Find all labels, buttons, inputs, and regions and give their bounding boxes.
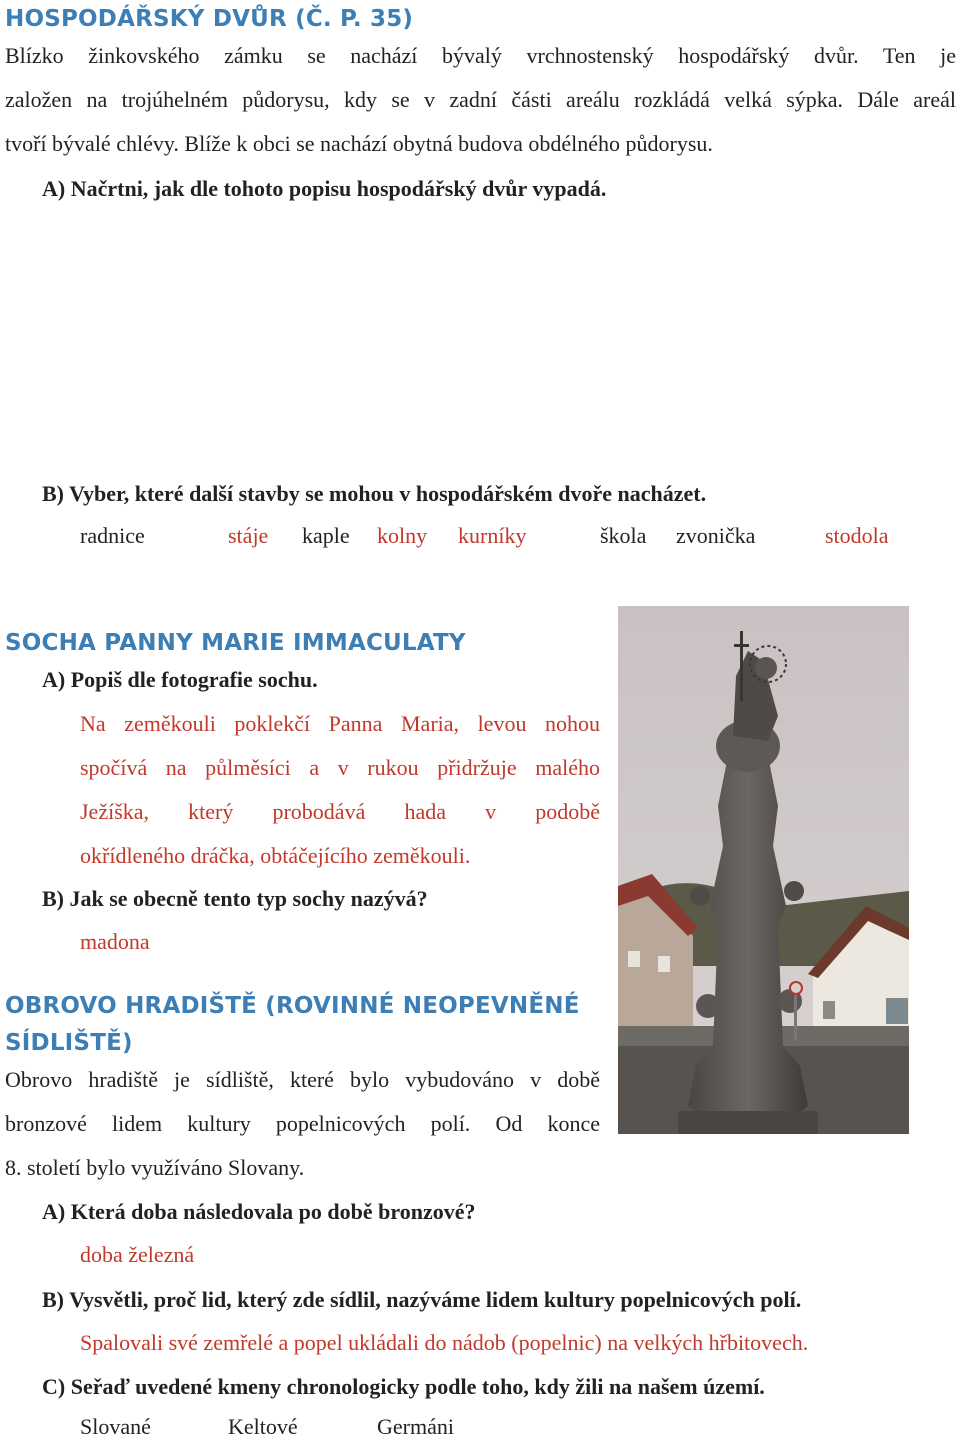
farmyard-paragraph-line-1: Blízko žinkovského zámku se nachází bývalý vrchnostenský hospodářský dvůr. Ten je <box>5 43 956 68</box>
option-skola[interactable]: škola <box>600 523 647 548</box>
tribe-item: Germáni <box>377 1414 454 1439</box>
option-kaple[interactable]: kaple <box>302 523 350 548</box>
hillfort-paragraph-line-1: Obrovo hradiště je sídliště, které bylo vybudováno v době <box>5 1067 600 1092</box>
section-heading-farmyard: HOSPODÁŘSKÝ DVŮR (Č. P. 35) <box>5 6 414 32</box>
tribe-item: Slované <box>80 1414 151 1439</box>
hillfort-paragraph-line-2: bronzové lidem kultury popelnicových polí. Od konce <box>5 1111 600 1136</box>
hillfort-answer-b: Spalovali své zemřelé a popel ukládali do nádob (popelnic) na velkých hřbitovech. <box>80 1330 809 1355</box>
option-stodola[interactable]: stodola <box>825 523 889 548</box>
section-heading-hillfort-line-1: OBROVO HRADIŠTĚ (ROVINNÉ NEOPEVNĚNÉ <box>5 993 580 1019</box>
statue-answer-line-1: Na zeměkouli poklekčí Panna Maria, levou nohou <box>80 711 600 736</box>
tribe-item: Keltové <box>228 1414 298 1439</box>
farmyard-paragraph-line-2: založen na trojúhelném půdorysu, kdy se v zadní části areálu rozkládá velká sýpka. Dále areál <box>5 87 956 112</box>
question-hillfort-c: C) Seřaď uvedené kmeny chronologicky podle toho, kdy žili na našem území. <box>42 1374 765 1399</box>
section-heading-statue: SOCHA PANNY MARIE IMMACULATY <box>5 630 466 656</box>
question-hillfort-a: A) Která doba následovala po době bronzové? <box>42 1199 476 1224</box>
option-radnice[interactable]: radnice <box>80 523 145 548</box>
statue-answer-b: madona <box>80 929 150 954</box>
section-heading-hillfort-line-2: SÍDLIŠTĚ) <box>5 1030 133 1056</box>
statue-answer-line-2: spočívá na půlměsíci a v rukou přidržuje malého <box>80 755 600 780</box>
statue-answer-line-3: Ježíška, který probodává hada v podobě <box>80 799 600 824</box>
hillfort-answer-a: doba železná <box>80 1242 195 1267</box>
question-farmyard-a: A) Načrtni, jak dle tohoto popisu hospodářský dvůr vypadá. <box>42 176 607 201</box>
question-statue-a: A) Popiš dle fotografie sochu. <box>42 667 318 692</box>
option-staje[interactable]: stáje <box>228 523 269 548</box>
farmyard-paragraph-line-3: tvoří bývalé chlévy. Blíže k obci se nachází obytná budova obdélného půdorysu. <box>5 131 713 156</box>
statue-answer-line-4: okřídleného dráčka, obtáčejícího zeměkouli. <box>80 843 471 868</box>
question-statue-b: B) Jak se obecně tento typ sochy nazývá? <box>42 886 428 911</box>
option-zvonicka[interactable]: zvonička <box>676 523 756 548</box>
sketch-area[interactable] <box>80 215 950 465</box>
option-kurniky[interactable]: kurníky <box>458 523 527 548</box>
question-farmyard-b: B) Vyber, které další stavby se mohou v hospodářském dvoře nacházet. <box>42 481 707 506</box>
question-hillfort-b: B) Vysvětli, proč lid, který zde sídlil, nazýváme lidem kultury popelnicových polí. <box>42 1287 802 1312</box>
statue-photo <box>618 606 909 1134</box>
hillfort-paragraph-line-3: 8. století bylo využíváno Slovany. <box>5 1155 305 1180</box>
option-kolny[interactable]: kolny <box>377 523 428 548</box>
